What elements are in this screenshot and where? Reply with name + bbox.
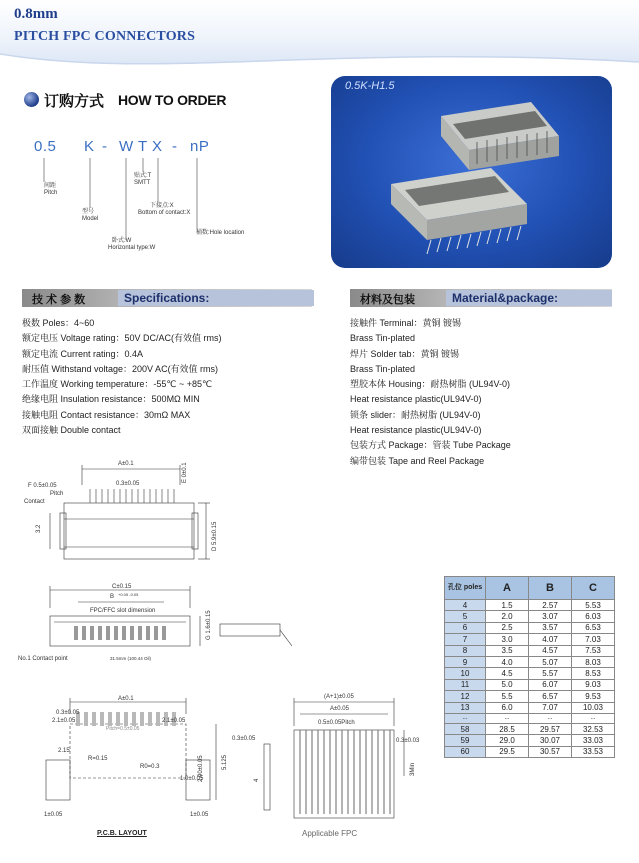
connector-render	[331, 76, 612, 268]
cell-poles: 58	[445, 723, 486, 734]
cell-value: 3.0	[486, 634, 529, 645]
cell-value: ...	[529, 713, 572, 723]
cell-poles: ...	[445, 713, 486, 723]
cell-value: 32.53	[572, 723, 615, 734]
specs-list	[22, 316, 222, 438]
spec-line: 工作温度 Working temperature：-55℃ ~ +85℃	[22, 379, 213, 390]
dim-pin: 31.5mm (100.44 Oil)	[110, 656, 152, 661]
code-pitch: 0.5	[34, 138, 57, 155]
table-row	[445, 702, 615, 713]
dim-h: 3.2	[36, 524, 42, 533]
spec-line: 耐压值 Withstand voltage：200V AC(有效值 rms)	[22, 363, 219, 374]
cell-poles: 60	[445, 746, 486, 757]
specs-bar	[22, 289, 312, 307]
table-header-b: B	[529, 577, 572, 600]
cell-value: 3.57	[529, 622, 572, 633]
cell-value: 5.07	[529, 656, 572, 667]
table-header-c: C	[572, 577, 615, 600]
spec-line: 极数 Poles：4~60	[22, 318, 95, 328]
spec-line: 额定电压 Voltage rating：50V DC/AC(有效值 rms)	[22, 333, 222, 344]
label-smt-cn: 贴式:T	[134, 173, 152, 179]
cell-value: 7.03	[572, 634, 615, 645]
cell-value: 8.03	[572, 656, 615, 667]
fpc-dim-a: A±0.05	[330, 706, 349, 712]
cell-value: 6.03	[572, 611, 615, 622]
pcb-dim-r03: R0=0.3	[140, 764, 160, 770]
material-line: 编带包装 Tape and Reel Package	[350, 455, 485, 466]
fpc-dim-left: 0.3±0.05	[232, 736, 256, 742]
material-line: Heat resistance plastic(UL94V-0)	[350, 394, 482, 405]
pcb-dim-d10a: 1.0±0.05	[180, 776, 204, 782]
table-row	[445, 668, 615, 679]
dim-g: G 1.6±0.15	[206, 610, 212, 640]
section-bullet-icon	[24, 92, 39, 107]
material-line: Brass Tin-plated	[350, 363, 416, 374]
table-row	[445, 723, 615, 734]
spec-line: 额定电流 Current rating：0.4A	[22, 348, 144, 359]
dim-a: A±0.1	[118, 461, 134, 467]
spec-line: 双面接触 Double contact	[22, 425, 121, 436]
cell-value: 29.5	[486, 746, 529, 757]
material-line: 接触件 Terminal：黄铜 镀锡	[350, 318, 462, 328]
dimension-table	[444, 576, 615, 758]
fpc-dim-pitch: 0.5±0.05Pitch	[318, 720, 355, 726]
cell-value: ...	[486, 713, 529, 723]
fpc-dim-right: 0.3±0.03	[396, 738, 420, 744]
material-bar	[350, 289, 612, 307]
drawing-applicable-fpc	[228, 690, 428, 825]
dim-c: C±0.15	[112, 584, 132, 590]
pcb-dim-pitch: Pitch=0.5±0.05	[106, 726, 140, 732]
table-row	[445, 713, 615, 723]
material-line: 包装方式 Package：管装 Tube Package	[350, 440, 511, 451]
cell-value: 6.07	[529, 679, 572, 690]
cell-value: 29.57	[529, 723, 572, 734]
table-row	[445, 622, 615, 633]
cell-value: 2.5	[486, 622, 529, 633]
cell-value: 4.57	[529, 645, 572, 656]
cell-poles: 59	[445, 735, 486, 746]
pcb-dim-d290: 2.90±0.05	[198, 755, 204, 782]
table-row	[445, 656, 615, 667]
cell-value: 28.5	[486, 723, 529, 734]
cell-poles: 12	[445, 691, 486, 702]
cell-poles: 10	[445, 668, 486, 679]
material-title-cn: 材料及包装	[360, 294, 415, 306]
table-row	[445, 746, 615, 757]
dim-b: B	[110, 594, 115, 600]
cell-value: 6.53	[572, 622, 615, 633]
dim-d: D 5.9±0.15	[212, 521, 218, 551]
cell-value: 30.07	[529, 735, 572, 746]
code-horizontal: W	[119, 138, 134, 155]
cell-value: 7.53	[572, 645, 615, 656]
cell-poles: 9	[445, 656, 486, 667]
code-dash-1: -	[102, 138, 108, 155]
table-body	[445, 600, 615, 758]
cell-value: 10.03	[572, 702, 615, 713]
cell-value: ...	[572, 713, 615, 723]
spec-line: 接触电阻 Contact resistance：30mΩ MAX	[22, 409, 191, 420]
pcb-dim-a: A±0.1	[118, 696, 134, 702]
cell-value: 5.5	[486, 691, 529, 702]
code-bottom: X	[152, 138, 163, 155]
dim-pitch-val: 0.3±0.05	[116, 481, 140, 487]
fpc-dim-h: 3Min	[410, 762, 416, 776]
pcb-dim-d215: 2.15	[58, 748, 70, 754]
specs-title-cn: 技 术 参 数	[32, 294, 86, 306]
cell-value: 5.53	[572, 600, 615, 611]
cell-value: 7.07	[529, 702, 572, 713]
table-header-row	[445, 577, 615, 600]
label-pitch-en: Pitch	[44, 190, 58, 196]
code-dash-2: -	[172, 138, 178, 155]
cell-poles: 13	[445, 702, 486, 713]
table-row	[445, 611, 615, 622]
material-list	[350, 316, 511, 469]
table-row	[445, 600, 615, 611]
label-model-en: Model	[82, 216, 99, 222]
cell-poles: 7	[445, 634, 486, 645]
applicable-fpc-label: Applicable FPC	[302, 829, 358, 838]
photo-label: 0.5K-H1.5	[345, 80, 395, 92]
cell-value: 3.07	[529, 611, 572, 622]
table-row	[445, 634, 615, 645]
table-header-poles: 孔位 poles	[445, 577, 486, 600]
cell-value: 5.57	[529, 668, 572, 679]
code-poles: nP	[190, 138, 210, 155]
table-row	[445, 679, 615, 690]
label-bottom-en: Bottom of contact:X	[138, 210, 191, 216]
label-hole: 桶数:Hole location	[196, 230, 245, 236]
pcb-dim-w21b: 2.1±0.05	[162, 718, 186, 724]
header-title: 0.8mm	[14, 6, 58, 22]
order-title-en: HOW TO ORDER	[118, 92, 227, 108]
cell-value: 2.57	[529, 600, 572, 611]
table-row	[445, 691, 615, 702]
cell-value: 8.53	[572, 668, 615, 679]
drawing-top-view	[20, 455, 230, 575]
label-horizontal-cn: 卧式:W	[112, 238, 132, 244]
pcb-layout-label: P.C.B. LAYOUT	[97, 830, 147, 837]
material-line: 锁条 slider：耐热树脂 (UL94V-0)	[350, 409, 481, 420]
pcb-dim-d5125: 5.125	[222, 754, 228, 770]
code-smt: T	[138, 138, 148, 155]
table-header-a: A	[486, 577, 529, 600]
material-line: 焊片 Solder tab：黄铜 镀锡	[350, 348, 460, 359]
table-row	[445, 735, 615, 746]
cell-value: 30.57	[529, 746, 572, 757]
table-row	[445, 645, 615, 656]
cell-value: 33.03	[572, 735, 615, 746]
dim-no1-contact: No.1 Contact point	[18, 656, 68, 662]
cell-poles: 6	[445, 622, 486, 633]
dim-e: E 0±0.1	[182, 462, 188, 483]
dim-fpc-slot: FPC/FFC slot dimension	[90, 608, 156, 614]
cell-value: 5.0	[486, 679, 529, 690]
dim-contact: Contact	[24, 499, 45, 505]
cell-value: 3.5	[486, 645, 529, 656]
material-line: Brass Tin-plated	[350, 333, 416, 344]
order-title-cn: 订购方式	[44, 93, 105, 110]
label-horizontal-en: Horizontal type:W	[108, 245, 156, 251]
header-subtitle: PITCH FPC CONNECTORS	[14, 29, 196, 44]
cell-value: 2.0	[486, 611, 529, 622]
pcb-dim-r15: R=0.15	[88, 756, 108, 762]
spec-line: 绝缘电阻 Insulation resistance：500MΩ MIN	[22, 394, 200, 405]
cell-value: 1.5	[486, 600, 529, 611]
product-photo	[331, 76, 612, 268]
dim-b-tol: +0.05 -0.05	[118, 592, 139, 597]
label-bottom-cn: 下接点:X	[150, 203, 174, 209]
label-smt-en: SMTT	[134, 180, 151, 186]
material-line: Heat resistance plastic(UL94V-0)	[350, 425, 482, 436]
cell-poles: 8	[445, 645, 486, 656]
dim-f: F 0.5±0.05	[28, 483, 57, 489]
cell-poles: 11	[445, 679, 486, 690]
drawing-pcb-layout	[40, 690, 240, 830]
label-model-cn: 型号	[82, 209, 95, 215]
label-pitch-cn: 间距	[44, 183, 57, 189]
cell-value: 4.0	[486, 656, 529, 667]
pcb-dim-w21a: 2.1±0.05	[52, 718, 76, 724]
specs-title-en: Specifications:	[118, 290, 314, 306]
fpc-dim-a1: (A+1)±0.05	[324, 694, 354, 700]
material-title-en: Material&package:	[446, 290, 612, 306]
cell-poles: 5	[445, 611, 486, 622]
cell-value: 6.57	[529, 691, 572, 702]
fpc-dim-side: 4	[254, 778, 260, 782]
pcb-dim-d10b: 1±0.05	[44, 812, 63, 818]
pcb-dim-w03: 0.3±0.05	[56, 710, 80, 716]
cell-value: 9.03	[572, 679, 615, 690]
cell-value: 6.0	[486, 702, 529, 713]
cell-value: 9.53	[572, 691, 615, 702]
cell-value: 4.5	[486, 668, 529, 679]
pcb-dim-d10c: 1±0.05	[190, 812, 209, 818]
drawing-front-view	[14, 582, 304, 667]
dim-pitch: Pitch	[50, 491, 64, 497]
cell-value: 33.53	[572, 746, 615, 757]
material-line: 塑胶本体 Housing：耐热树脂 (UL94V-0)	[350, 379, 511, 390]
cell-value: 4.07	[529, 634, 572, 645]
cell-value: 29.0	[486, 735, 529, 746]
cell-poles: 4	[445, 600, 486, 611]
code-model: K	[84, 138, 95, 155]
